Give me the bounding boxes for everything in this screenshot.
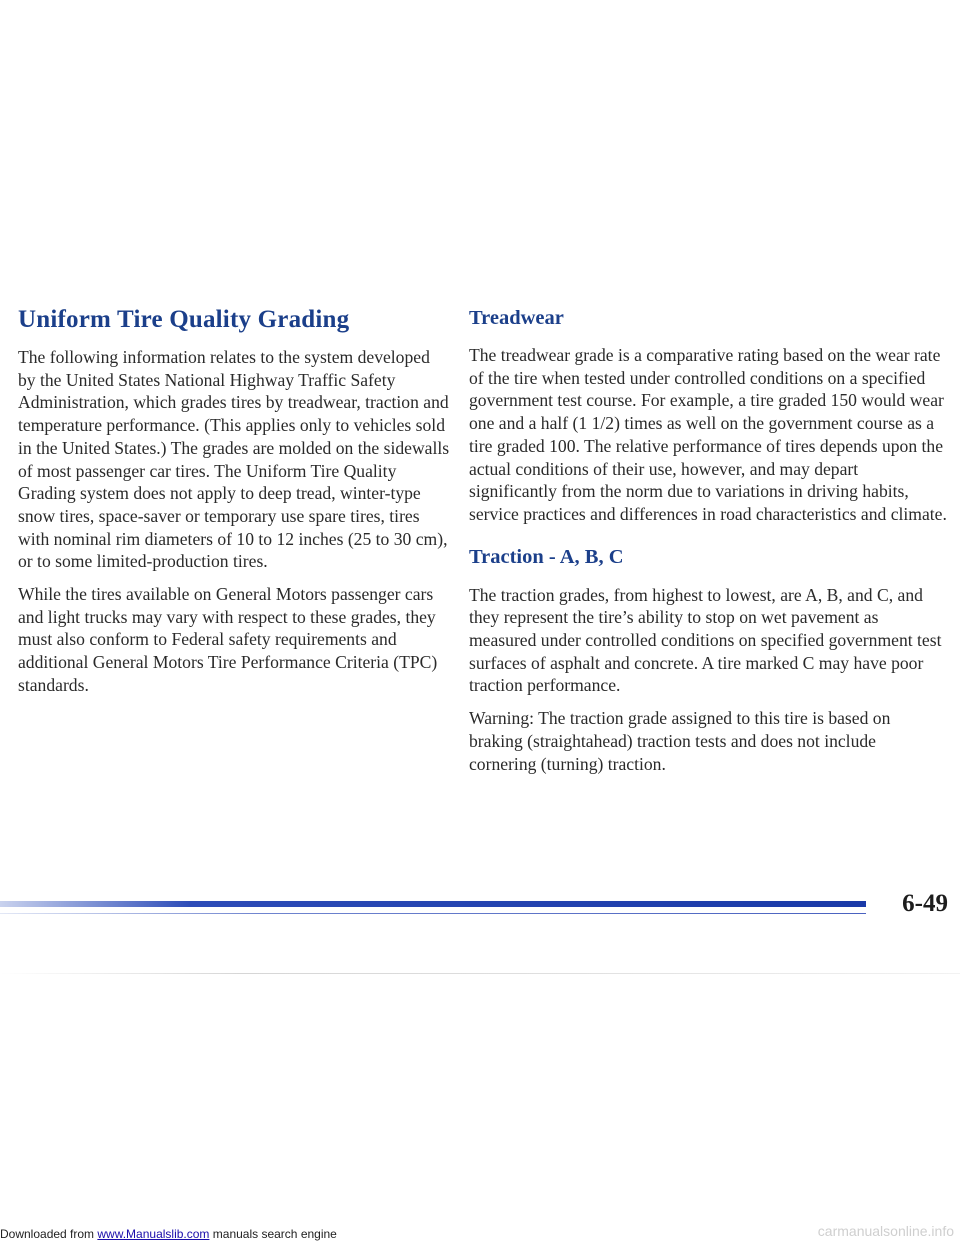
banner-suffix: manuals search engine: [209, 1227, 337, 1241]
page-number: 6-49: [902, 890, 948, 917]
intro-paragraph: The following information relates to the system developed by the United States National Highway Traffic Safety Administration, which grades tires by treadwear, traction and temperature performance. (This applies only to vehicles sold in the United States.) The grades are molded on the sidewalls of most passenger car tires. The Uniform Tire Quality Grading system does not apply to deep tread, winter-type snow tires, space-saver or temporary use spare tires, tires with nominal rim diameters of 10 to 12 inches (25 to 30 cm), or to some limited-production tires.: [18, 347, 450, 572]
traction-heading: Traction - A, B, C: [469, 545, 624, 568]
traction-paragraph: The traction grades, from highest to lowest, are A, B, and C, and they represent the tire’s ability to stop on wet pavement as measured under controlled conditions on specified government test surfaces of asphalt and concrete. A tire marked C may have poor traction performance.: [469, 584, 942, 696]
page-title: Uniform Tire Quality Grading: [18, 306, 350, 333]
banner-prefix: Downloaded from: [0, 1227, 98, 1241]
footer-rule: [0, 901, 866, 907]
divider: [0, 973, 960, 974]
left-column: [18, 305, 450, 707]
download-banner: [0, 1226, 337, 1242]
manualslib-link[interactable]: www.Manualslib.com: [97, 1227, 210, 1241]
gm-standards-paragraph: While the tires available on General Motors passenger cars and light trucks may vary with respect to these grades, they must also conform to Federal safety requirements and additional General Motors Tire Performance Criteria (TPC) standards.: [18, 584, 438, 695]
treadwear-heading: Treadwear: [469, 307, 564, 329]
traction-warning-paragraph: Warning: The traction grade assigned to this tire is based on braking (straightahead) traction tests and does not include cornering (turning) traction.: [469, 708, 891, 774]
right-column: [469, 305, 947, 785]
footer-rule-thin: [0, 913, 866, 914]
treadwear-paragraph: The treadwear grade is a comparative rating based on the wear rate of the tire when tested under controlled conditions on a specified government test course. For example, a tire graded 150 would wear one and a half (1 1/2) times as well on the government course as a tire graded 100. The relative performance of tires depends upon the actual conditions of their use, however, and may depart significantly from the norm due to variations in driving habits, service practices and differences in road characteristics and climate.: [469, 345, 947, 524]
watermark: carmanualsonline.info: [817, 1223, 954, 1239]
